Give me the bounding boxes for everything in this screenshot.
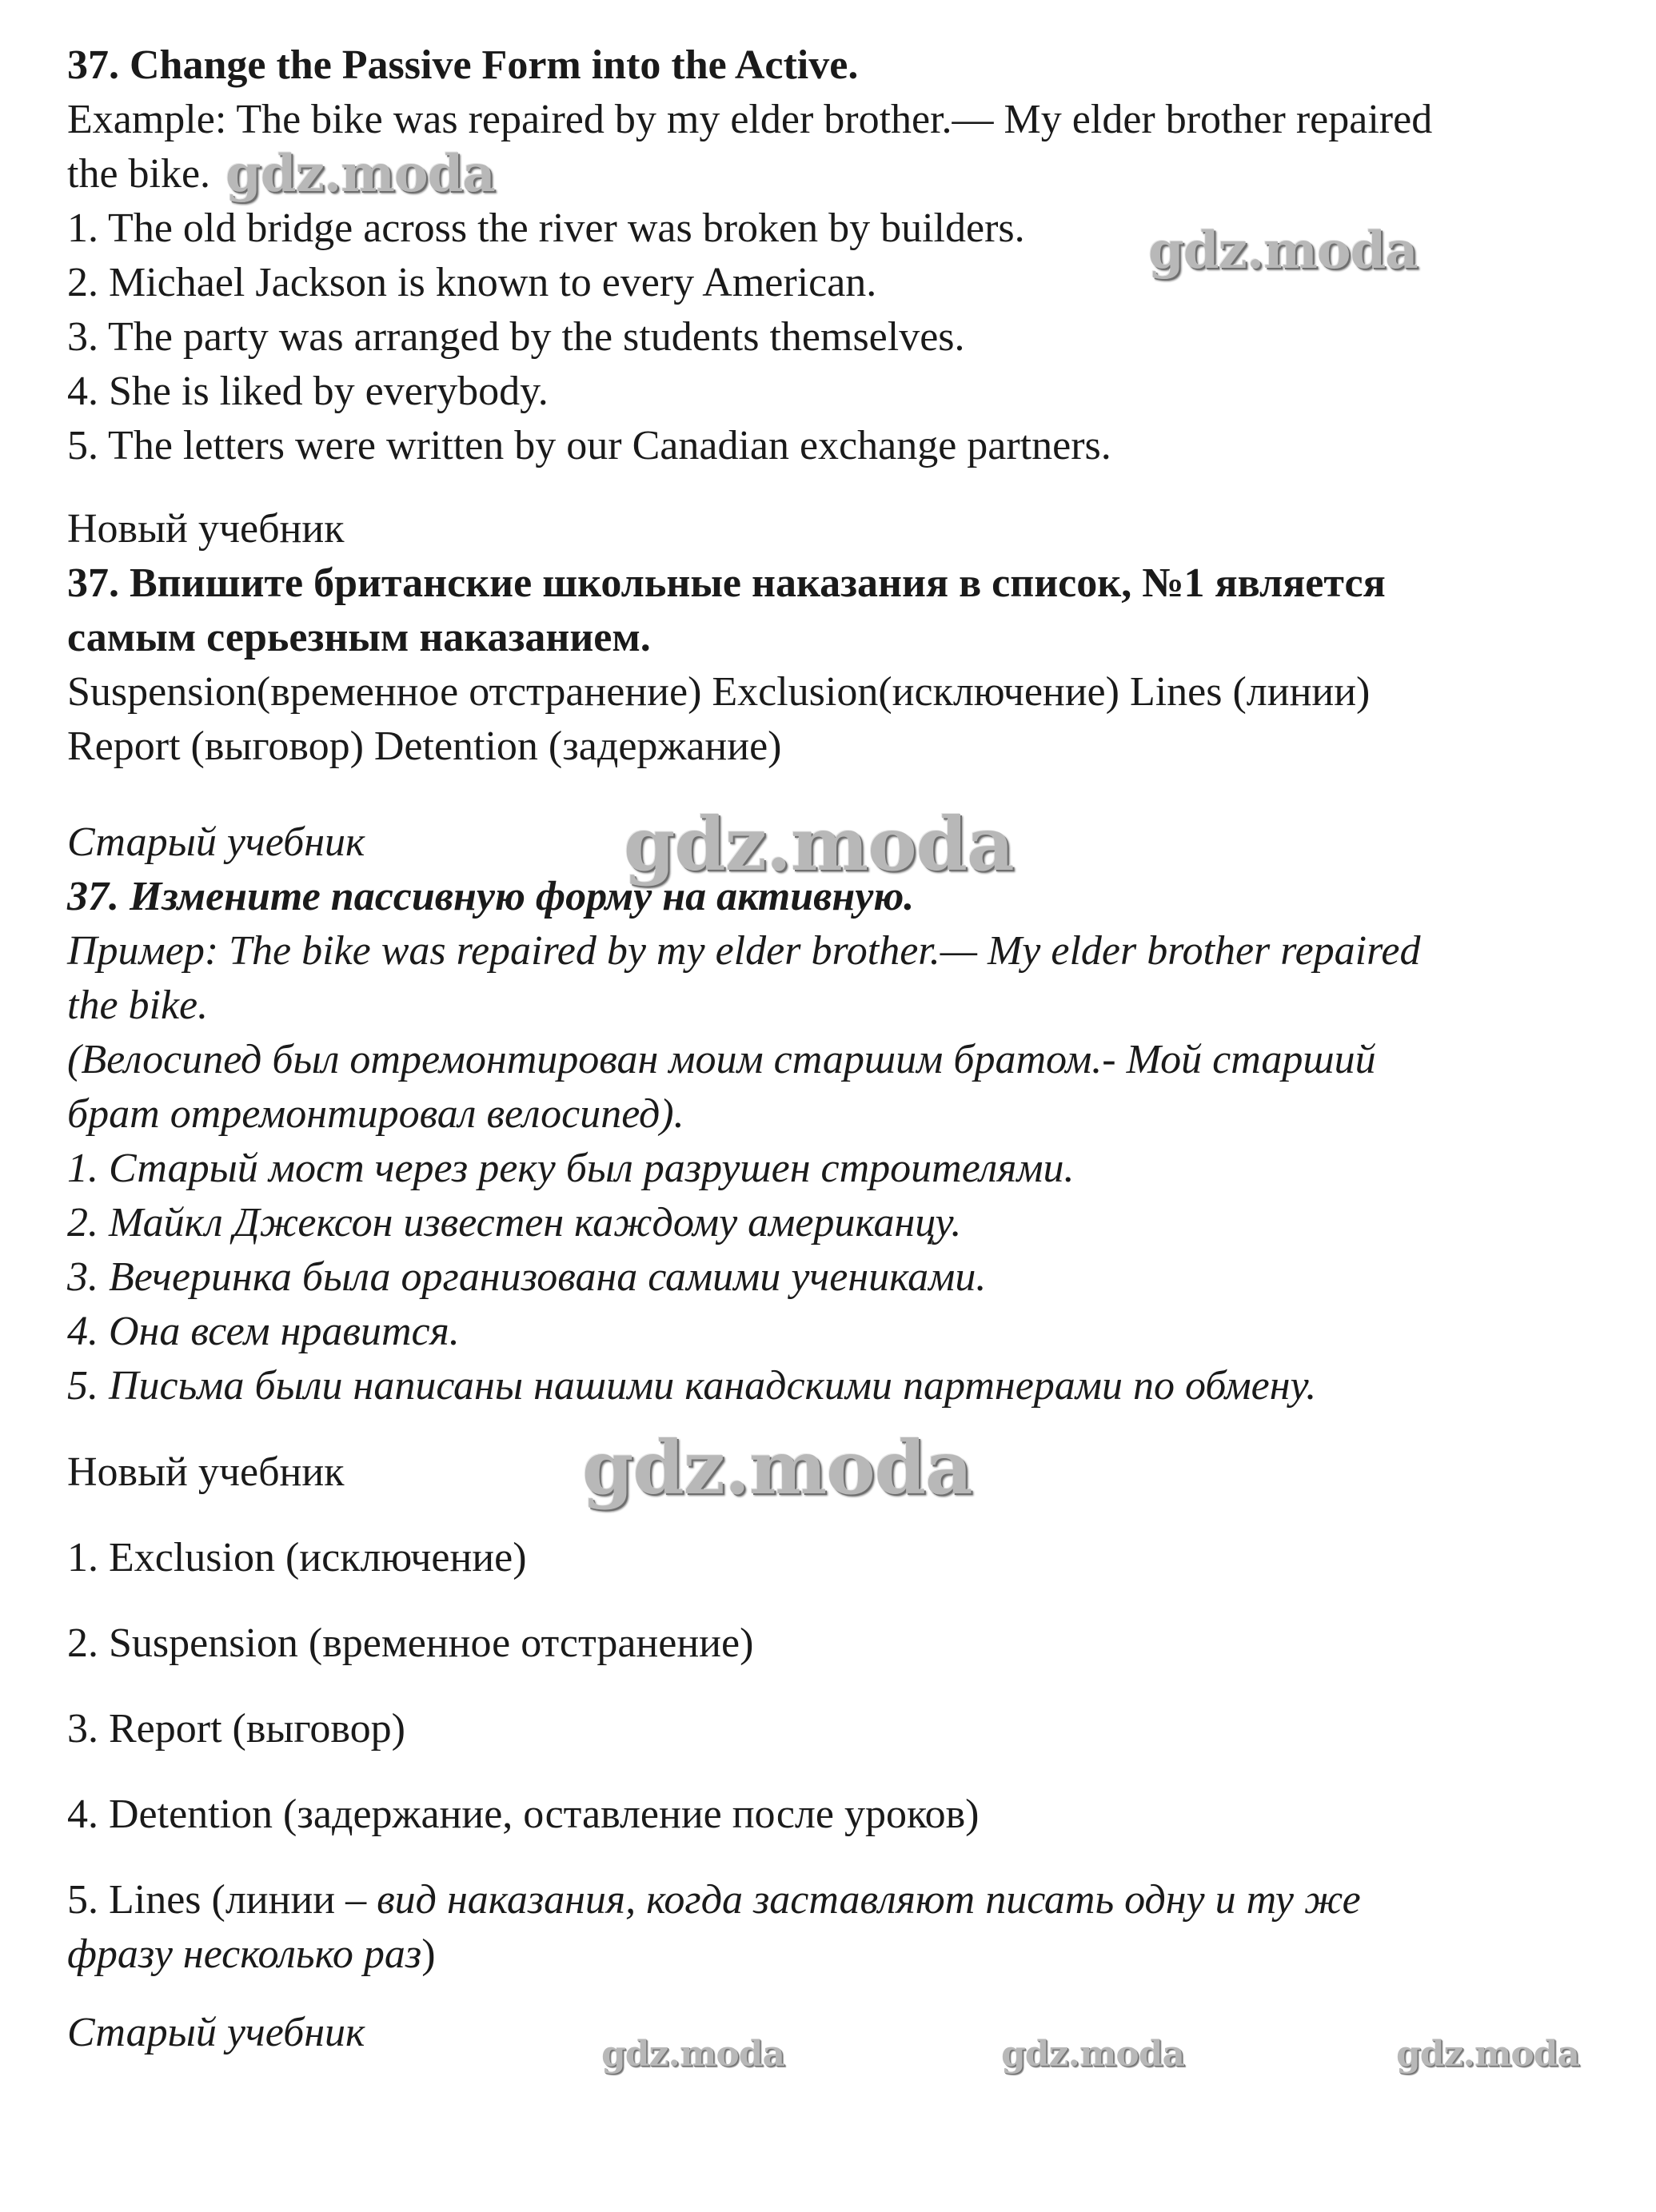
- section3-item-5: 5. Письма были написаны нашими канадскими партнерами по обмену.: [67, 1363, 1317, 1409]
- watermark-7: gdz.moda: [1396, 2034, 1580, 2074]
- section1-example-line1: Example: The bike was repaired by my elder brother.— My elder brother repaired: [67, 97, 1433, 142]
- section5-label: Старый учебник: [67, 2010, 365, 2055]
- watermark-5: gdz.moda: [601, 2034, 785, 2074]
- section4-label: Новый учебник: [67, 1449, 345, 1495]
- section3-example-line2: the bike.: [67, 982, 209, 1028]
- watermark-4: gdz.moda: [582, 1425, 972, 1511]
- section1-item-5: 5. The letters were written by our Canadian exchange partners.: [67, 423, 1111, 468]
- section2-body-line2: Report (выговор) Detention (задержание): [67, 723, 782, 769]
- section4-answer-5-line1: [67, 1873, 1634, 1927]
- section2-title-line2: самым серьезным наказанием.: [67, 615, 651, 660]
- section2-body-line1: Suspension(временное отстранение) Exclusion(исключение) Lines (линии): [67, 669, 1371, 715]
- section3-item-1: 1. Старый мост через реку был разрушен строителями.: [67, 1146, 1075, 1191]
- section4-answer-5-line2: [67, 1927, 1634, 1982]
- section3-translation-line1: (Велосипед был отремонтирован моим старшим братом.- Мой старший: [67, 1037, 1376, 1082]
- watermark-3: gdz.moda: [624, 801, 1014, 887]
- section3-title: 37. Измените пассивную форму на активную.: [67, 874, 915, 919]
- answer5-line2-italic: фразу несколько раз: [67, 1931, 422, 1977]
- section4-answer-2: 2. Suspension (временное отстранение): [67, 1620, 754, 1666]
- section1-item-1: 1. The old bridge across the river was broken by builders.: [67, 205, 1025, 251]
- section3-translation-line2: брат отремонтировал велосипед).: [67, 1091, 684, 1137]
- section1-item-2: 2. Michael Jackson is known to every American.: [67, 260, 877, 305]
- section2-title-line1: 37. Впишите британские школьные наказания в список, №1 является: [67, 560, 1386, 606]
- answer5-line2-plain: ): [421, 1931, 436, 1977]
- section1-item-3: 3. The party was arranged by the students themselves.: [67, 314, 965, 360]
- section3-label: Старый учебник: [67, 819, 365, 865]
- spacer: [67, 473, 1634, 502]
- section1-item-4: 4. She is liked by everybody.: [67, 369, 549, 414]
- section4-answer-3: 3. Report (выговор): [67, 1706, 405, 1752]
- section1-title: 37. Change the Passive Form into the Active.: [67, 42, 859, 88]
- document-page: [67, 38, 1634, 2060]
- section4-answer-1: 1. Exclusion (исключение): [67, 1535, 527, 1580]
- watermark-1: gdz.moda: [225, 144, 495, 204]
- section3-item-2: 2. Майкл Джексон известен каждому американцу.: [67, 1200, 962, 1245]
- section2-label: Новый учебник: [67, 506, 345, 552]
- section3-item-4: 4. Она всем нравится.: [67, 1309, 460, 1354]
- answer5-plain: 5. Lines (линии –: [67, 1877, 377, 1923]
- watermark-6: gdz.moda: [1001, 2034, 1185, 2074]
- section4-answer-4: 4. Detention (задержание, оставление после уроков): [67, 1792, 980, 1837]
- section1-example-line2: the bike.: [67, 151, 211, 197]
- watermark-2: gdz.moda: [1148, 221, 1418, 281]
- answer5-italic: вид наказания, когда заставляют писать одну и ту же: [377, 1877, 1361, 1923]
- section3-item-3: 3. Вечеринка была организована самими учениками.: [67, 1254, 987, 1300]
- section3-example-line1: Пример: The bike was repaired by my elder brother.— My elder brother repaired: [67, 928, 1421, 974]
